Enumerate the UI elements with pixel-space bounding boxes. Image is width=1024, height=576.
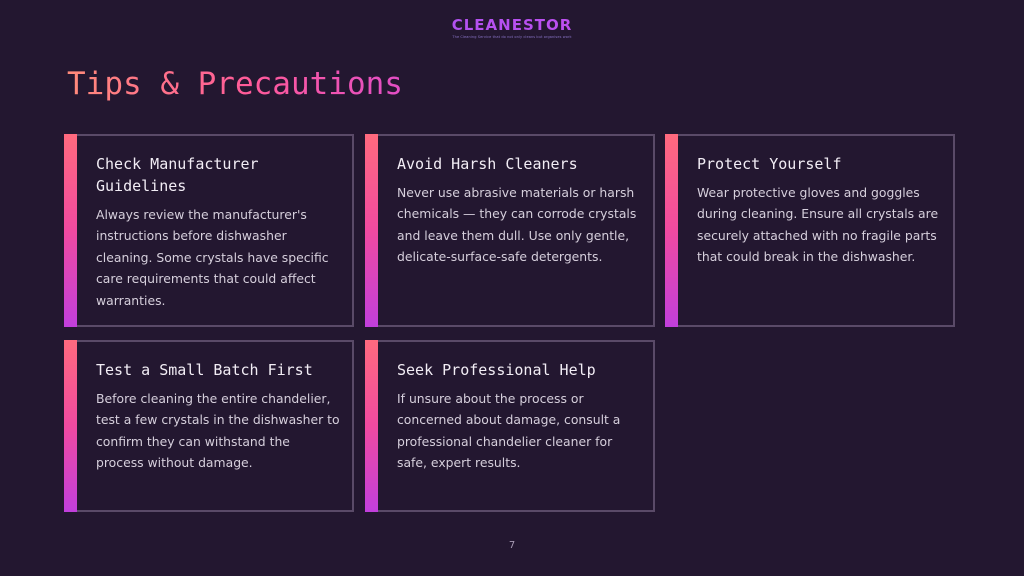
- card-accent-bar: [665, 134, 678, 327]
- brand-logo: [0, 16, 1024, 39]
- tip-card-test-small-batch: [64, 340, 354, 512]
- card-heading: Check Manufacturer Guidelines: [96, 155, 259, 195]
- card-accent-bar: [64, 134, 77, 327]
- tip-card-seek-professional-help: [365, 340, 655, 512]
- card-body: Never use abrasive materials or harsh chemicals — they can corrode crystals and leave them dull. Use only gentle, delicate-surface-safe detergents.: [397, 185, 637, 265]
- card-heading: Avoid Harsh Cleaners: [397, 155, 578, 173]
- card-accent-bar: [365, 340, 378, 512]
- card-body: If unsure about the process or concerned about damage, consult a professional chandelier cleaner for safe, expert results.: [397, 391, 621, 471]
- tip-card-protect-yourself: [665, 134, 955, 327]
- tip-card-manufacturer-guidelines: [64, 134, 354, 327]
- page-number: 7: [508, 540, 516, 551]
- card-accent-bar: [64, 340, 77, 512]
- tip-card-avoid-harsh-cleaners: [365, 134, 655, 327]
- card-body: Always review the manufacturer's instructions before dishwasher cleaning. Some crystals have specific care requirements that could affect warranties.: [96, 207, 329, 308]
- card-heading: Protect Yourself: [697, 155, 842, 173]
- slide-title: Tips & Precautions: [67, 66, 403, 102]
- card-body: Wear protective gloves and goggles during cleaning. Ensure all crystals are securely attached with no fragile parts that could break in the dishwasher.: [697, 185, 939, 265]
- card-accent-bar: [365, 134, 378, 327]
- card-heading: Test a Small Batch First: [96, 361, 313, 379]
- brand-name: CLEANESTOR: [0, 16, 1024, 34]
- card-heading: Seek Professional Help: [397, 361, 596, 379]
- brand-tagline: The Cleaning Service that do not only cleans but organises work: [452, 35, 572, 39]
- card-body: Before cleaning the entire chandelier, test a few crystals in the dishwasher to confirm they can withstand the process without damage.: [96, 391, 340, 471]
